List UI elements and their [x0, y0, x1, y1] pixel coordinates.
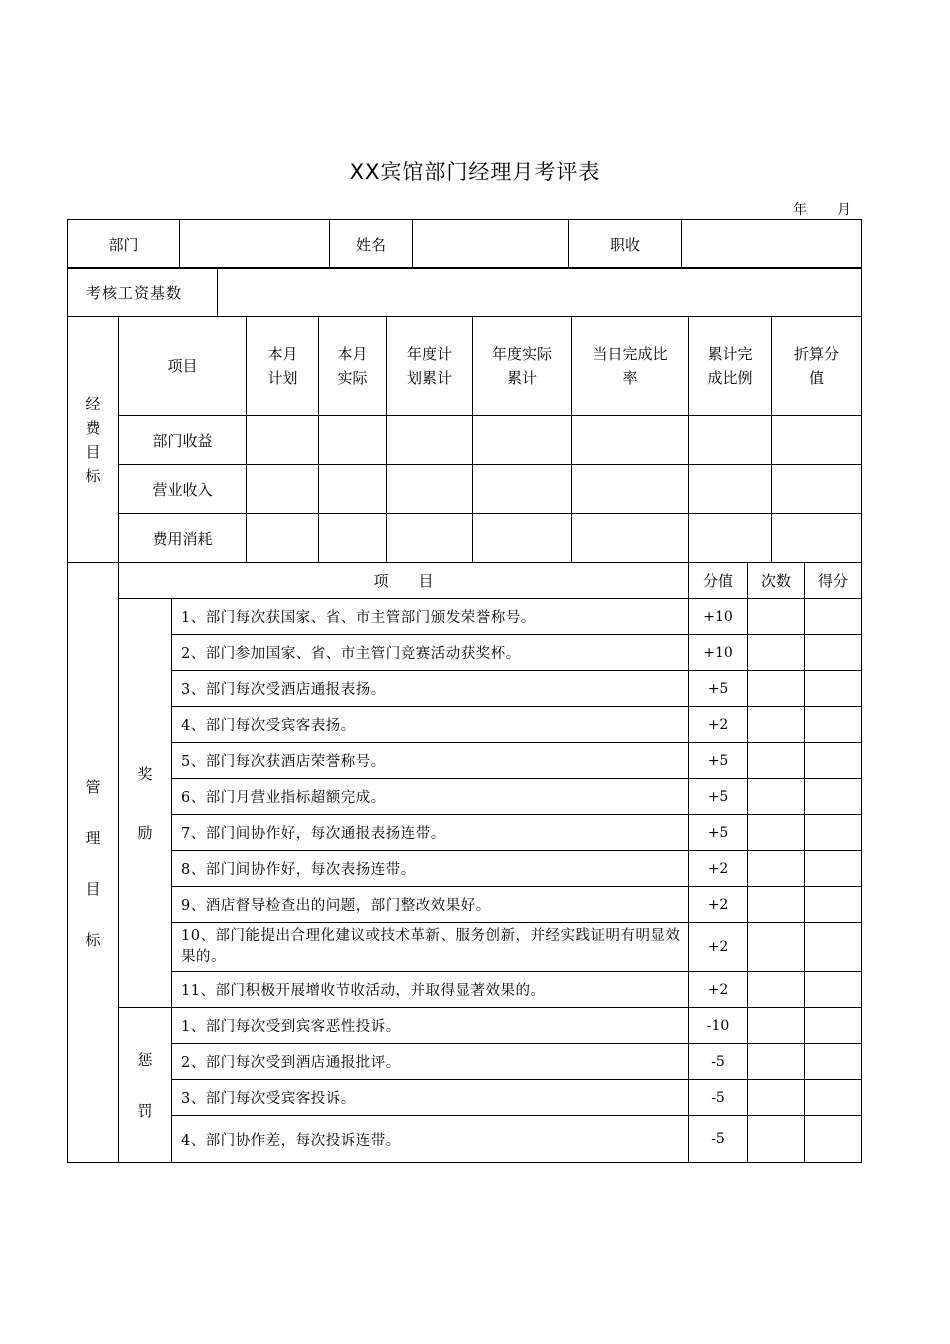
penalty-label: 惩 罚: [119, 1008, 172, 1163]
row-label: 部门收益: [119, 416, 247, 465]
table-row: [68, 514, 862, 563]
header-cumulative-rate: 累计完 成比例: [689, 317, 772, 416]
management-section-label: 管 理 目 标: [68, 563, 119, 1163]
result-field[interactable]: [805, 1008, 862, 1044]
table-row: [68, 1116, 862, 1163]
count-field[interactable]: [748, 635, 805, 671]
header-year-actual: 年度实际 累计: [473, 317, 572, 416]
count-field[interactable]: [748, 887, 805, 923]
count-field[interactable]: [748, 1116, 805, 1163]
result-field[interactable]: [805, 1044, 862, 1080]
penalty-item: 1、部门每次受到宾客恶性投诉。: [172, 1008, 689, 1044]
header-count: 次数: [748, 563, 805, 599]
score-value: -10: [689, 1008, 748, 1044]
row-label: 费用消耗: [119, 514, 247, 563]
header-item: 项目: [119, 317, 247, 416]
reward-item: 6、部门月营业指标超额完成。: [172, 779, 689, 815]
count-field[interactable]: [748, 851, 805, 887]
score-value: +2: [689, 707, 748, 743]
count-field[interactable]: [748, 599, 805, 635]
count-field[interactable]: [748, 1008, 805, 1044]
penalty-item: 4、部门协作差，每次投诉连带。: [172, 1116, 689, 1163]
header-score: 分值: [689, 563, 748, 599]
reward-item: 11、部门积极开展增收节收活动，并取得显著效果的。: [172, 972, 689, 1008]
table-row: [68, 1008, 862, 1044]
table-row: [68, 465, 862, 514]
result-field[interactable]: [805, 707, 862, 743]
score-value: +5: [689, 671, 748, 707]
reward-item: 1、部门每次获国家、省、市主管部门颁发荣誉称号。: [172, 599, 689, 635]
reward-item: 10、部门能提出合理化建议或技术革新、服务创新，并经实践证明有明显效果的。: [172, 923, 689, 972]
count-field[interactable]: [748, 923, 805, 972]
salary-table: [67, 267, 862, 317]
name-field[interactable]: [413, 220, 569, 269]
table-row: [68, 779, 862, 815]
name-label: 姓名: [330, 220, 413, 269]
result-field[interactable]: [805, 923, 862, 972]
position-field[interactable]: [682, 220, 862, 269]
header-result: 得分: [805, 563, 862, 599]
table-row: [68, 972, 862, 1008]
score-value: +10: [689, 599, 748, 635]
score-value: +2: [689, 923, 748, 972]
score-value: +10: [689, 635, 748, 671]
score-value: -5: [689, 1044, 748, 1080]
score-value: +2: [689, 972, 748, 1008]
reward-item: 9、酒店督导检查出的问题，部门整改效果好。: [172, 887, 689, 923]
result-field[interactable]: [805, 1116, 862, 1163]
salary-base-field[interactable]: [218, 268, 862, 317]
score-value: +5: [689, 743, 748, 779]
score-value: +2: [689, 887, 748, 923]
result-field[interactable]: [805, 671, 862, 707]
reward-label: 奖 励: [119, 599, 172, 1008]
count-field[interactable]: [748, 1044, 805, 1080]
count-field[interactable]: [748, 815, 805, 851]
reward-item: 4、部门每次受宾客表扬。: [172, 707, 689, 743]
count-field[interactable]: [748, 743, 805, 779]
result-field[interactable]: [805, 887, 862, 923]
score-value: +5: [689, 815, 748, 851]
position-label: 职收: [569, 220, 682, 269]
date-line: [793, 199, 851, 219]
reward-item: 2、部门参加国家、省、市主管门竞赛活动获奖杯。: [172, 635, 689, 671]
reward-item: 8、部门间协作好，每次表扬连带。: [172, 851, 689, 887]
score-value: +2: [689, 851, 748, 887]
table-row: [68, 671, 862, 707]
table-row: [68, 599, 862, 635]
result-field[interactable]: [805, 972, 862, 1008]
table-row: [68, 815, 862, 851]
reward-item: 5、部门每次获酒店荣誉称号。: [172, 743, 689, 779]
header-year-plan: 年度计 划累计: [387, 317, 473, 416]
score-value: -5: [689, 1080, 748, 1116]
table-row: [68, 887, 862, 923]
header-item: 项 目: [119, 563, 689, 599]
expense-table: [67, 316, 862, 563]
result-field[interactable]: [805, 815, 862, 851]
table-row: [68, 1044, 862, 1080]
result-field[interactable]: [805, 851, 862, 887]
info-table: [67, 219, 862, 269]
penalty-item: 2、部门每次受到酒店通报批评。: [172, 1044, 689, 1080]
salary-base-label: 考核工资基数: [68, 268, 218, 317]
table-row: [68, 707, 862, 743]
header-converted-score: 折算分 值: [772, 317, 862, 416]
row-label: 营业收入: [119, 465, 247, 514]
score-value: +5: [689, 779, 748, 815]
table-row: [68, 416, 862, 465]
dept-label: 部门: [68, 220, 180, 269]
count-field[interactable]: [748, 1080, 805, 1116]
page-title: XX宾馆部门经理月考评表: [349, 160, 601, 184]
table-row: [68, 743, 862, 779]
result-field[interactable]: [805, 743, 862, 779]
header-day-rate: 当日完成比 率: [572, 317, 689, 416]
month-label: 月: [837, 202, 851, 218]
table-row: [68, 635, 862, 671]
table-row: [68, 851, 862, 887]
dept-field[interactable]: [180, 220, 330, 269]
year-label: 年: [793, 202, 807, 218]
score-value: -5: [689, 1116, 748, 1163]
result-field[interactable]: [805, 635, 862, 671]
header-month-plan: 本月 计划: [247, 317, 319, 416]
result-field[interactable]: [805, 599, 862, 635]
result-field[interactable]: [805, 779, 862, 815]
count-field[interactable]: [748, 671, 805, 707]
management-table: [67, 562, 862, 1163]
table-row: [68, 1080, 862, 1116]
reward-item: 7、部门间协作好，每次通报表扬连带。: [172, 815, 689, 851]
count-field[interactable]: [748, 707, 805, 743]
expense-section-label: 经 费 目 标: [68, 317, 119, 563]
table-row: [68, 923, 862, 972]
result-field[interactable]: [805, 1080, 862, 1116]
management-header-row: [68, 563, 862, 599]
penalty-item: 3、部门每次受宾客投诉。: [172, 1080, 689, 1116]
count-field[interactable]: [748, 972, 805, 1008]
count-field[interactable]: [748, 779, 805, 815]
header-month-actual: 本月 实际: [319, 317, 387, 416]
reward-item: 3、部门每次受酒店通报表扬。: [172, 671, 689, 707]
